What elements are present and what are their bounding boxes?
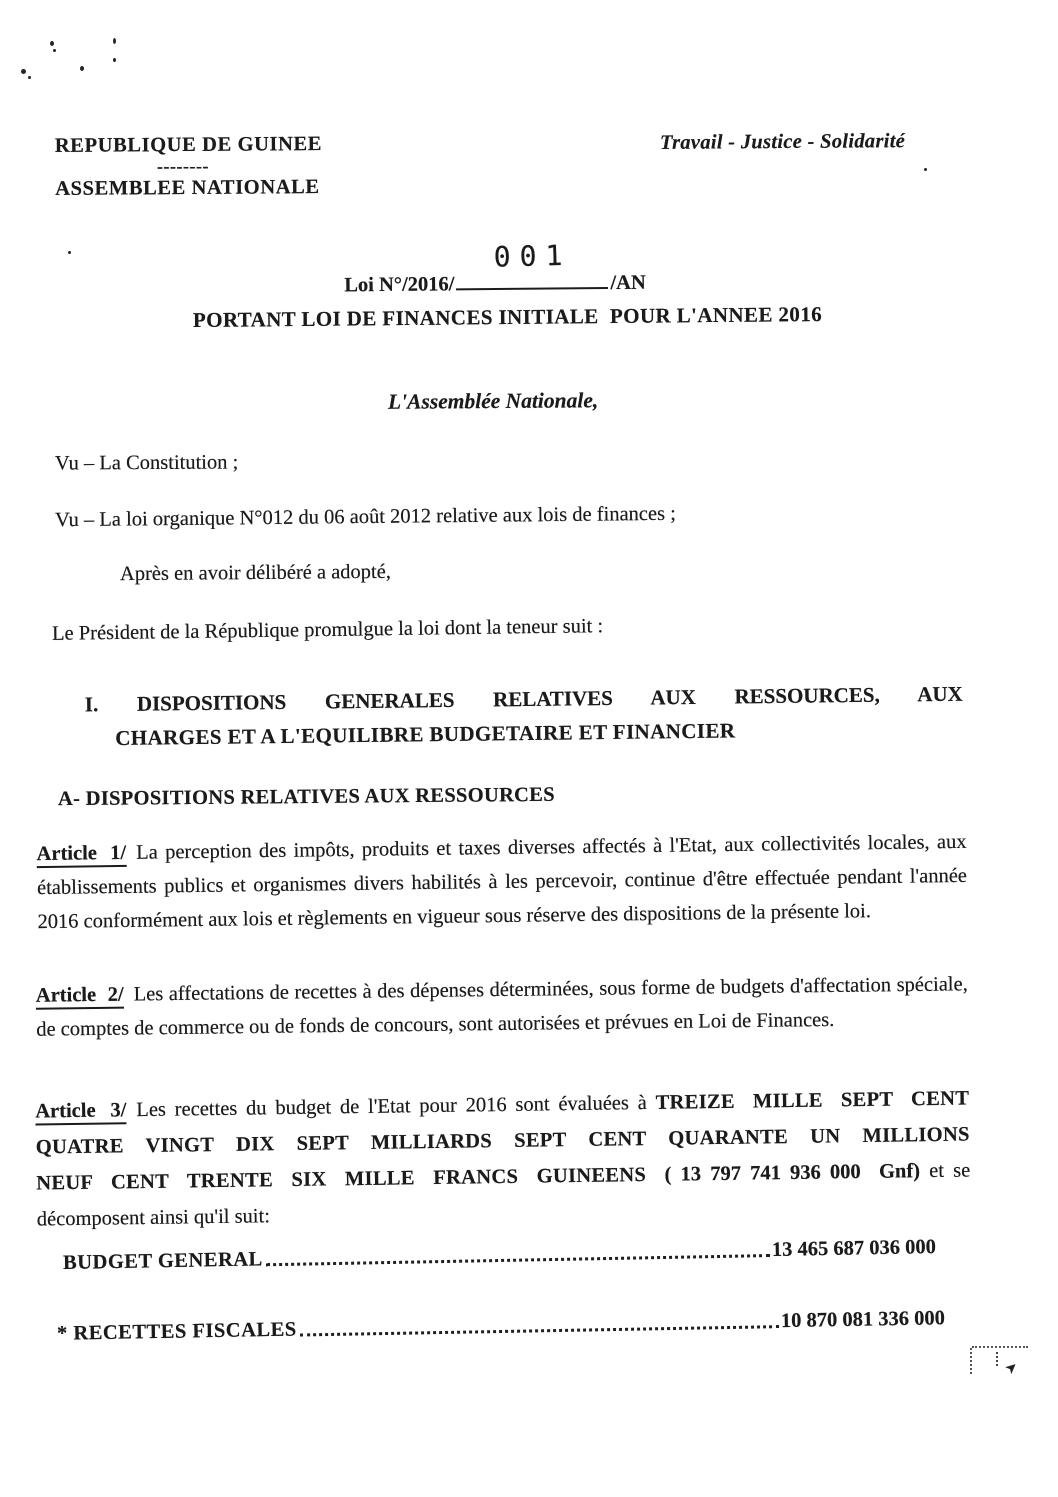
assembly-salutation: L'Assemblée Nationale, <box>387 388 599 414</box>
article-2-body: Les affectations de recettes à des dépenses déterminées, sous forme de budgets d'affectation spéciale, de comptes de commerce ou de fonds de concours, sont autorisées et prévues en Loi de Finances. <box>36 973 968 1041</box>
budget-amount: 13 465 687 036 000 <box>771 1236 937 1262</box>
dotted-leader <box>266 1254 770 1266</box>
law-number-blank-line <box>456 238 608 290</box>
recital-constitution: Vu – La Constitution ; <box>54 451 239 475</box>
section-heading-1 <box>85 682 964 752</box>
assembly-title: ASSEMBLEE NATIONALE <box>55 176 320 200</box>
budget-label: * RECETTES FISCALES <box>56 1318 297 1345</box>
adoption-clause: Après en avoir délibéré a adopté, <box>119 560 392 586</box>
letterhead-divider: -------- <box>156 155 210 177</box>
scan-speck <box>28 76 31 79</box>
republic-title: REPUBLIQUE DE GUINEE <box>54 133 323 157</box>
article-3-lead: Les recettes du budget de l'Etat pour 2016 sont évaluées à <box>136 1091 656 1122</box>
article-1-body: La perception des impôts, produits et taxes diverses affectés à l'Etat, aux collectivités locales, aux établissements publics et organismes divers habilités à les percevoir, continue d'être effectuée pendant l'année 2016 conformément aux lois et règlements en vigueur sous réserve des dispositions de la présente loi. <box>36 830 968 934</box>
law-number-suffix: /AN <box>610 271 646 294</box>
article-3-tail: et se décomposent ainsi qu'il suit: <box>36 1159 971 1231</box>
budget-line-general <box>63 1236 936 1275</box>
article-3-amount-words: TREIZE MILLE SEPT CENT QUATRE VINGT DIX SEPT MILLIARDS SEPT CENT QUARANTE UN MILLIONS NEUF CENT TRENTE SIX MILLE FRANCS GUINEENS <box>35 1087 970 1195</box>
dotted-leader <box>300 1325 779 1336</box>
article-1-label: Article 1/ <box>36 842 126 868</box>
recital-organic-law: Vu – La loi organique N°012 du 06 août 2012 relative aux lois de finances ; <box>54 502 676 532</box>
scan-speck <box>113 58 116 62</box>
scan-speck <box>80 66 84 71</box>
corner-mark-left-edge <box>970 1348 972 1374</box>
law-title: PORTANT LOI DE FINANCES INITIALE POUR L'ANNEE 2016 <box>192 301 823 333</box>
scan-speck <box>50 41 54 46</box>
scan-speck <box>924 168 927 171</box>
corner-mark-top-edge <box>972 1346 1028 1348</box>
scan-speck <box>68 251 71 254</box>
law-number-handwritten: 001 <box>493 238 573 274</box>
budget-amount: 10 870 081 336 000 <box>780 1307 946 1333</box>
section-heading-1-line1: I. DISPOSITIONS GENERALES RELATIVES AUX RESSOURCES, AUX <box>84 681 963 717</box>
letterhead-left <box>55 133 323 201</box>
scan-speck <box>21 69 26 74</box>
article-3-amount-figures: ( 13 797 741 936 000 Gnf) <box>664 1160 921 1186</box>
national-motto: Travail - Justice - Solidarité <box>659 130 906 154</box>
section-heading-1-line2: CHARGES ET A L'EQUILIBRE BUDGETAIRE ET FINANCIER <box>115 718 736 750</box>
subsection-heading-a: A- DISPOSITIONS RELATIVES AUX RESSOURCES <box>57 783 556 811</box>
promulgation-clause: Le Président de la République promulgue la loi dont la teneur suit : <box>51 615 604 645</box>
article-3-label: Article 3/ <box>35 1099 126 1125</box>
budget-label: BUDGET GENERAL <box>62 1248 263 1274</box>
corner-mark-tick <box>996 1352 998 1366</box>
scan-speck <box>113 38 116 44</box>
scan-speck <box>53 49 56 52</box>
budget-line-recettes-fiscales <box>57 1307 945 1345</box>
law-number-prefix: Loi N°/2016/ <box>344 273 455 297</box>
article-3 <box>35 1080 971 1237</box>
article-2 <box>36 967 969 1046</box>
pen-mark-icon: ➤ <box>1002 1358 1022 1378</box>
article-1 <box>36 825 967 939</box>
law-number-line <box>280 238 710 298</box>
corner-scan-mark <box>970 1342 1032 1384</box>
article-2-label: Article 2/ <box>36 984 124 1010</box>
